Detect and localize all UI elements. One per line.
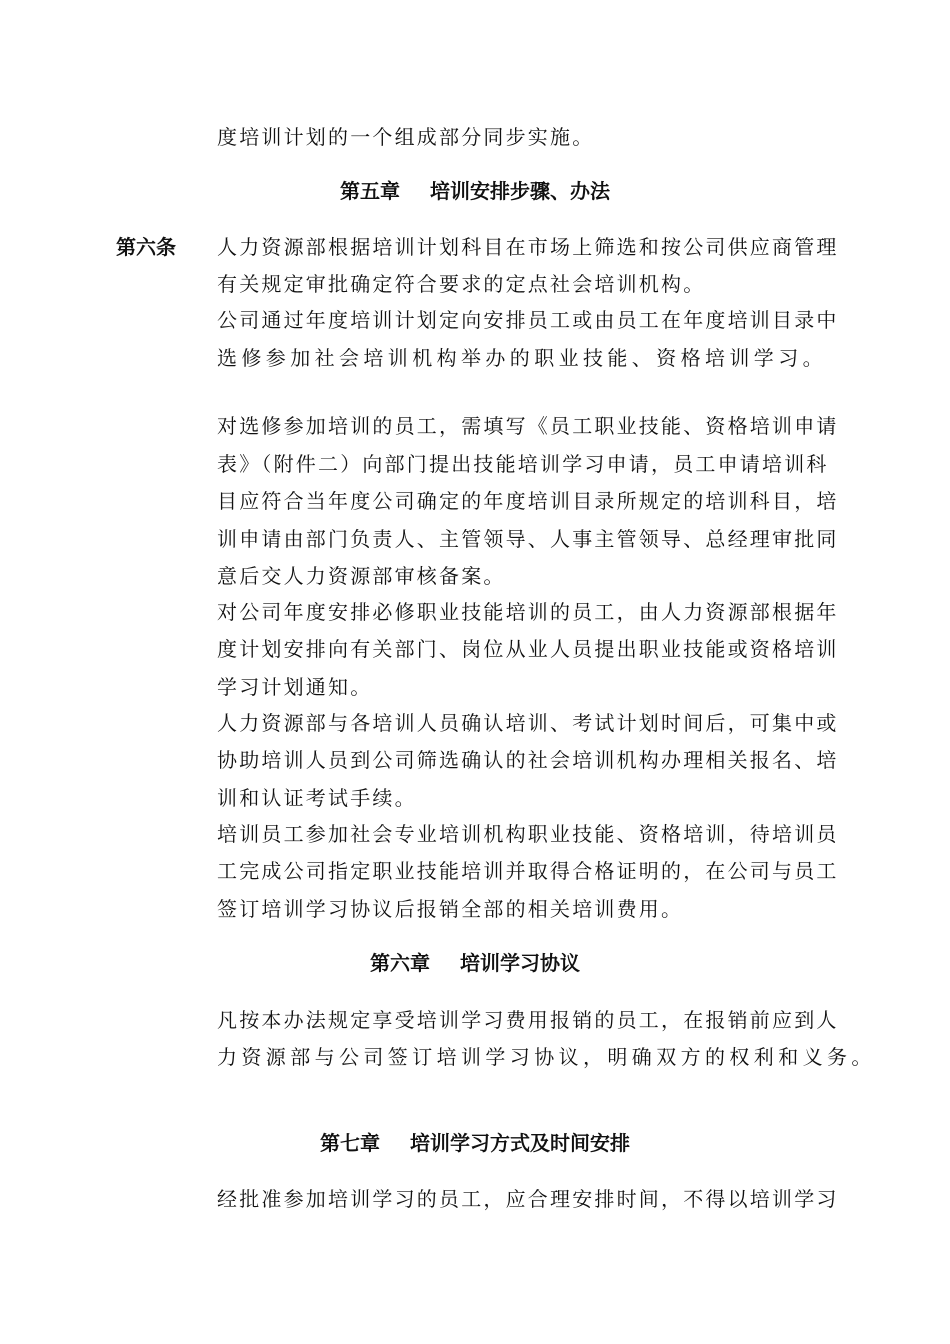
chapter-title: 培训学习方式及时间安排 [410, 1131, 630, 1155]
text-line: 学习计划通知。 [217, 675, 373, 699]
text-line: 对公司年度安排必修职业技能培训的员工，由人力资源部根据年 [217, 600, 839, 624]
text-line: 表》（附件二）向部门提出技能培训学习申请，员工申请培训科 [217, 452, 829, 476]
chapter-heading-6 [0, 951, 950, 975]
text-line: 有关规定审批确定符合要求的定点社会培训机构。 [217, 272, 706, 296]
text-line: 训和认证考试手续。 [217, 786, 417, 810]
text-line: 人力资源部根据培训计划科目在市场上筛选和按公司供应商管理 [217, 235, 839, 259]
text-line: 工完成公司指定职业技能培训并取得合格证明的，在公司与员工 [217, 859, 839, 883]
text-line: 力资源部与公司签订培训学习协议，明确双方的权利和义务。 [217, 1045, 876, 1069]
chapter-label: 第六章 [370, 951, 430, 975]
text-line: 度计划安排向有关部门、岗位从业人员提出职业技能或资格培训 [217, 637, 839, 661]
text-line: 训申请由部门负责人、主管领导、人事主管领导、总经理审批同 [217, 527, 839, 551]
text-line: 公司通过年度培训计划定向安排员工或由员工在年度培训目录中 [217, 308, 839, 332]
chapter-label: 第五章 [340, 179, 400, 203]
article-number: 第六条 [116, 235, 176, 259]
text-line: 目应符合当年度公司确定的年度培训目录所规定的培训科目，培 [217, 489, 839, 513]
text-line: 意后交人力资源部审核备案。 [217, 564, 506, 588]
text-line: 经批准参加培训学习的员工，应合理安排时间，不得以培训学习 [217, 1187, 839, 1211]
chapter-label: 第七章 [320, 1131, 380, 1155]
text-line: 对选修参加培训的员工，需填写《员工职业技能、资格培训申请 [217, 414, 839, 438]
text-line: 选修参加社会培训机构举办的职业技能、资格培训学习。 [217, 346, 827, 370]
text-line: 协助培训人员到公司筛选确认的社会培训机构办理相关报名、培 [217, 748, 839, 772]
text-line: 签订培训学习协议后报销全部的相关培训费用。 [217, 897, 684, 921]
chapter-heading-5 [0, 179, 950, 203]
text-line: 人力资源部与各培训人员确认培训、考试计划时间后，可集中或 [217, 711, 839, 735]
chapter-title: 培训学习协议 [460, 951, 580, 975]
text-line: 凡按本办法规定享受培训学习费用报销的员工，在报销前应到人 [217, 1008, 839, 1032]
chapter-title: 培训安排步骤、办法 [430, 179, 610, 203]
text-line: 培训员工参加社会专业培训机构职业技能、资格培训，待培训员 [217, 822, 839, 846]
text-line: 度培训计划的一个组成部分同步实施。 [217, 125, 595, 149]
chapter-heading-7 [0, 1131, 950, 1155]
